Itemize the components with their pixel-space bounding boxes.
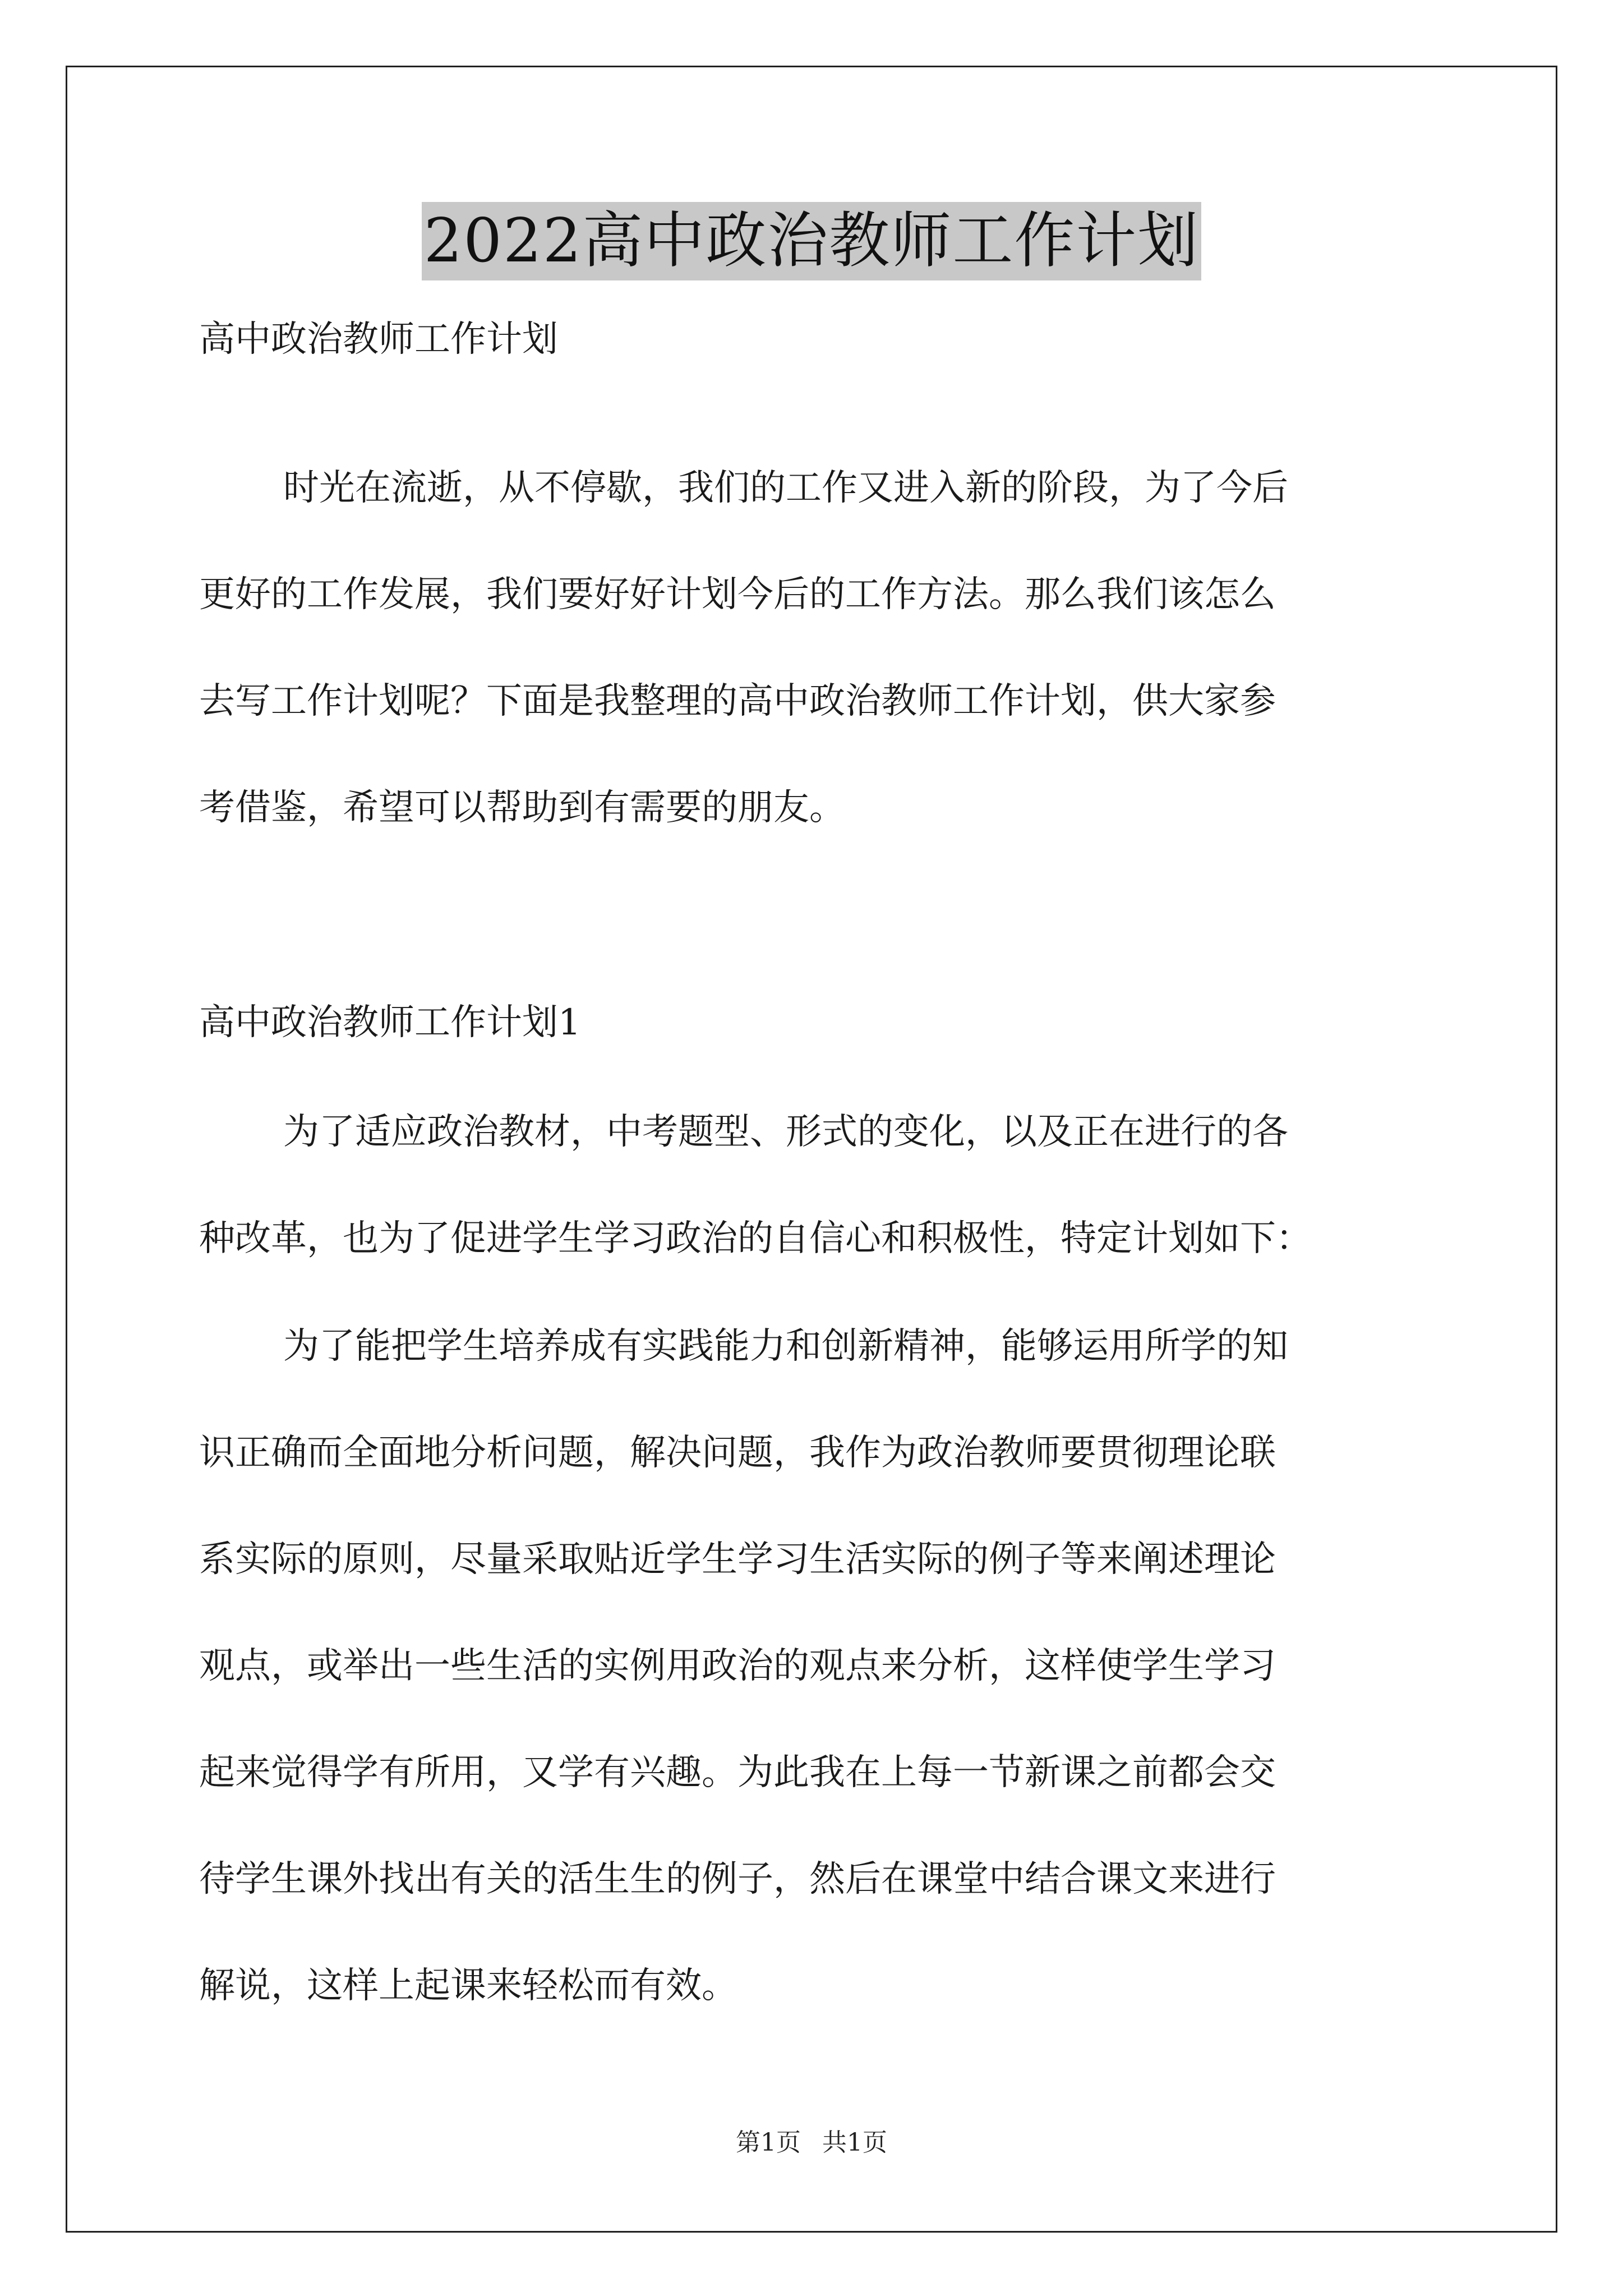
page-total: 共1页 [822, 2128, 887, 2157]
paragraph-line: 起来觉得学有所用，又学有兴趣。为此我在上每一节新课之前都会交 [199, 1752, 1276, 1793]
intro-line: 去写工作计划呢？下面是我整理的高中政治教师工作计划，供大家参 [199, 680, 1276, 722]
document-title: 2022高中政治教师工作计划 [422, 202, 1202, 280]
intro-line: 更好的工作发展，我们要好好计划今后的工作方法。那么我们该怎么 [199, 574, 1276, 615]
section-heading: 高中政治教师工作计划1 [199, 1002, 581, 1043]
section-heading: 高中政治教师工作计划 [199, 319, 558, 360]
paragraph-line: 为了适应政治教材，中考题型、形式的变化，以及正在进行的各 [283, 1111, 1288, 1153]
paragraph-line: 观点，或举出一些生活的实例用政治的观点来分析，这样使学生学习 [199, 1645, 1276, 1687]
paragraph-line: 识正确而全面地分析问题，解决问题，我作为政治教师要贯彻理论联 [199, 1432, 1276, 1474]
paragraph-line: 解说，这样上起课来轻松而有效。 [199, 1965, 737, 2007]
paragraph-line: 种改革，也为了促进学生学习政治的自信心和积极性，特定计划如下： [199, 1218, 1312, 1259]
page-number: 第1页 [736, 2128, 801, 2157]
intro-line: 考借鉴，希望可以帮助到有需要的朋友。 [199, 787, 845, 829]
page-footer [0, 2126, 1623, 2160]
intro-line: 时光在流逝，从不停歇，我们的工作又进入新的阶段，为了今后 [283, 467, 1288, 509]
paragraph-line: 为了能把学生培养成有实践能力和创新精神，能够运用所学的知 [283, 1326, 1288, 1367]
paragraph-line: 系实际的原则，尽量采取贴近学生学习生活实际的例子等来阐述理论 [199, 1539, 1276, 1580]
paragraph-line: 待学生课外找出有关的活生生的例子，然后在课堂中结合课文来进行 [199, 1858, 1276, 1900]
title-container [0, 202, 1623, 280]
